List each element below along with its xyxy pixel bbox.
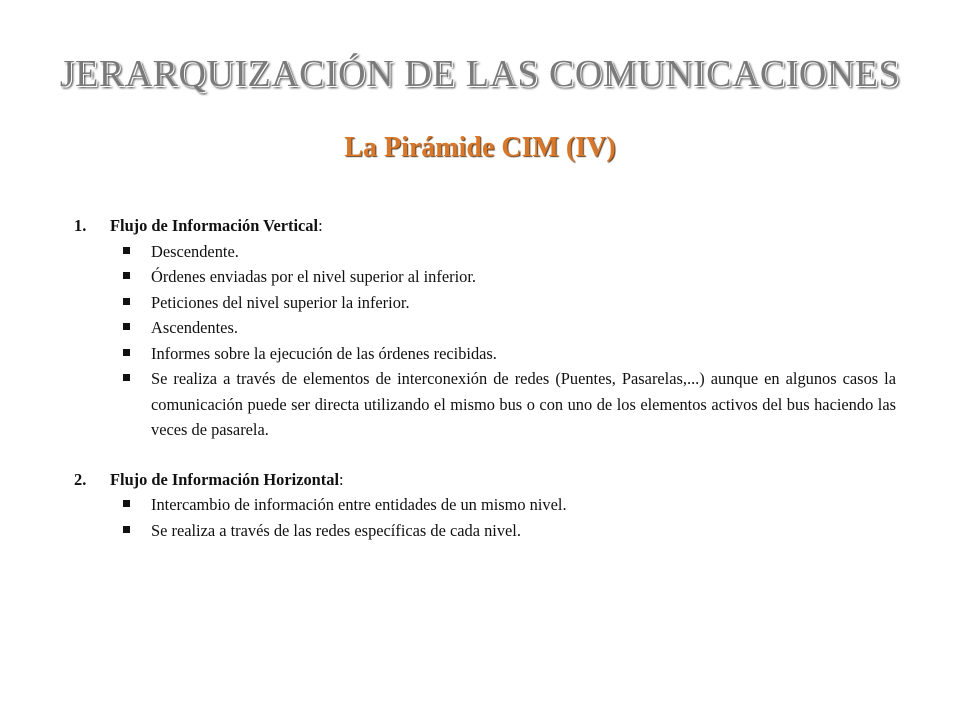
list-item-text: Intercambio de información entre entidades de un mismo nivel. xyxy=(151,495,567,514)
slide-content xyxy=(74,213,896,543)
list-item-text: Descendente. xyxy=(151,241,239,261)
section-number: 2. xyxy=(74,469,87,489)
square-bullet-icon xyxy=(123,298,130,305)
list-item xyxy=(123,290,896,316)
list-item xyxy=(123,239,896,265)
list-item xyxy=(123,341,896,367)
square-bullet-icon xyxy=(123,272,130,279)
list-item xyxy=(123,366,896,443)
square-bullet-icon xyxy=(123,323,130,330)
square-bullet-icon xyxy=(123,374,130,381)
section-heading-colon: : xyxy=(339,469,344,489)
section-heading-label: Flujo de Información Horizontal xyxy=(110,469,339,489)
section-vertical-flow xyxy=(74,213,896,443)
list-item xyxy=(123,264,896,290)
square-bullet-icon xyxy=(123,526,130,533)
section-number: 1. xyxy=(74,216,87,235)
list-item-text: Peticiones del nivel superior la inferior. xyxy=(151,292,410,312)
list-item-text: Ascendentes. xyxy=(151,318,238,337)
list-item xyxy=(123,518,896,544)
list-item-text: Se realiza a través de las redes específicas de cada nivel. xyxy=(151,520,521,540)
section-heading-text xyxy=(110,467,344,493)
square-bullet-icon xyxy=(123,500,130,507)
bullet-list xyxy=(74,492,896,543)
section-horizontal-flow xyxy=(74,467,896,544)
section-heading xyxy=(74,467,896,493)
section-heading-colon: : xyxy=(318,216,323,235)
slide-subtitle: La Pirámide CIM (IV) xyxy=(344,132,616,163)
list-item-text: Órdenes enviadas por el nivel superior al inferior. xyxy=(151,267,476,286)
slide-title: JERARQUIZACIÓN DE LAS COMUNICACIONES xyxy=(59,53,901,95)
list-item-text: Informes sobre la ejecución de las órdenes recibidas. xyxy=(151,343,497,363)
square-bullet-icon xyxy=(123,247,130,254)
section-heading-text xyxy=(110,213,323,239)
list-item xyxy=(123,492,896,518)
section-heading xyxy=(74,213,896,239)
list-item xyxy=(123,315,896,341)
section-heading-label: Flujo de Información Vertical xyxy=(110,216,319,235)
square-bullet-icon xyxy=(123,349,130,356)
bullet-list xyxy=(74,239,896,443)
list-item-text: Se realiza a través de elementos de interconexión de redes (Puentes, Pasarelas,...) aunque en algunos casos la comunicación puede ser directa utilizando el mismo bus o con uno de los elementos activos del bus haciendo las veces de pasarela. xyxy=(151,369,896,439)
